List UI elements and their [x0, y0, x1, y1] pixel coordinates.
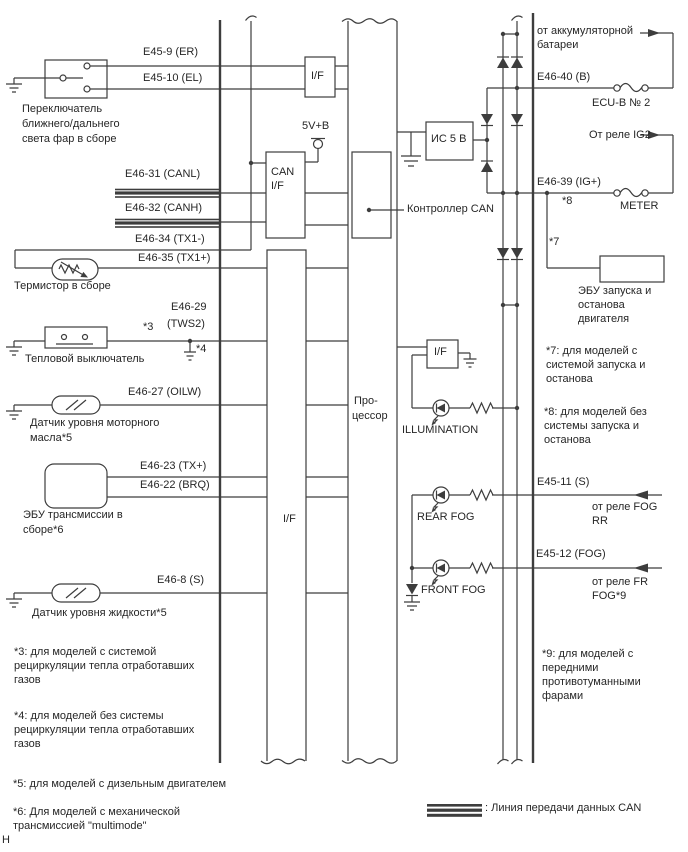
- note-8: останова: [544, 434, 591, 446]
- fluid-level-sensor-label: Датчик уровня жидкости*5: [32, 607, 167, 619]
- thermal-switch-box: [45, 327, 107, 348]
- front-fog-label: FRONT FOG: [421, 584, 486, 596]
- rear-fog-label: REAR FOG: [417, 511, 475, 523]
- from-ig2-relay-label: От реле IG2: [589, 129, 651, 141]
- if-column: [261, 250, 306, 764]
- break-wave-icon: [342, 759, 397, 764]
- fluid-level-sensor-body: [52, 584, 100, 602]
- wire-label-e46-35: E46-35 (TX1+): [138, 252, 211, 264]
- wire-label-e46-39: E46-39 (IG+): [537, 176, 601, 188]
- can-if-label: I/F: [271, 180, 284, 192]
- from-battery-label: батареи: [537, 39, 579, 51]
- transmission-ecu-label: ЭБУ трансмиссии в: [23, 509, 123, 521]
- wire-label-e46-8: E46-8 (S): [157, 574, 205, 586]
- from-battery-label: от аккумуляторной: [537, 25, 634, 37]
- wire-label-e46-34: E46-34 (TX1-): [135, 233, 205, 245]
- power-terminal-icon: [311, 139, 325, 149]
- wire-label-e45-12: E45-12 (FOG): [536, 548, 606, 560]
- fluid-level-sensor-symbol: [66, 588, 86, 598]
- note-4: газов: [14, 738, 41, 750]
- legend-can-line-icon: [427, 804, 482, 817]
- break-tick-icon: [498, 760, 509, 764]
- fuse-ecu-b-icon: [614, 84, 648, 92]
- thermistor-label: Термистор в сборе: [14, 280, 111, 292]
- can-controller-box: [352, 152, 391, 238]
- start-stop-ecu-label: останова: [578, 299, 625, 311]
- wire-label-e46-29: E46-29: [171, 301, 207, 313]
- page-marker: H: [2, 834, 10, 846]
- note-3: газов: [14, 674, 41, 686]
- note-3: рециркуляции тепла отработавших: [14, 660, 195, 672]
- note-9: противотуманными: [542, 676, 641, 688]
- oil-level-sensor-label: масла*5: [30, 432, 73, 444]
- note-7: системой запуска и: [546, 359, 646, 371]
- from-fog-rr-relay-label: RR: [592, 515, 608, 527]
- v5b-label: 5V+B: [302, 120, 330, 132]
- fuse-meter-label: METER: [620, 200, 659, 212]
- can-controller-label: Контроллер CAN: [407, 203, 494, 215]
- arrow-icon: [634, 29, 660, 573]
- note-7: *7: для моделей с: [546, 345, 638, 357]
- ic-5v-label: ИС 5 В: [431, 133, 467, 145]
- note-6: *6: Для моделей с механической: [13, 806, 180, 818]
- note-7: останова: [546, 373, 593, 385]
- note-9: фарами: [542, 690, 584, 702]
- oil-level-sensor-label: Датчик уровня моторного: [30, 417, 160, 429]
- wire-label-e46-31: E46-31 (CANL): [125, 168, 201, 180]
- headlight-switch-label: Переключатель: [22, 103, 103, 115]
- note-5: *5: для моделей с дизельным двигателем: [13, 778, 227, 790]
- note-9: передними: [542, 662, 599, 674]
- wire-label-e45-9: E45-9 (ER): [143, 46, 199, 58]
- wire-label-tws2: (TWS2): [167, 318, 205, 330]
- processor-label: Про-: [354, 395, 378, 407]
- headlight-switch-label: ближнего/дальнего: [22, 118, 120, 130]
- oil-level-sensor-body: [52, 396, 100, 414]
- note-3: *3: для моделей с системой: [14, 646, 157, 658]
- if-led-box-label: I/F: [434, 346, 447, 358]
- wire-label-e46-27: E46-27 (OILW): [128, 386, 202, 398]
- wire-label-e46-32: E46-32 (CANH): [125, 202, 203, 214]
- fuse-ecu-b-label: ECU-B № 2: [592, 97, 651, 109]
- ref-star7: *7: [549, 236, 560, 248]
- transmission-ecu-box: [45, 464, 107, 508]
- headlight-switch-label: света фар в сборе: [22, 133, 117, 145]
- oil-level-sensor-symbol: [66, 400, 86, 410]
- note-8: *8: для моделей без: [544, 406, 647, 418]
- ref-star3: *3: [143, 321, 154, 333]
- wire-label-e46-23: E46-23 (TX+): [140, 460, 207, 472]
- wire-label-e46-22: E46-22 (BRQ): [140, 479, 210, 491]
- led-icon: [432, 400, 450, 426]
- ref-star4: *4: [196, 343, 207, 355]
- processor-label: цессор: [352, 410, 388, 422]
- wire-label-e46-40: E46-40 (B): [537, 71, 591, 83]
- from-fog-rr-relay-label: от реле FOG: [592, 501, 658, 513]
- break-tick-icon: [512, 16, 523, 20]
- thermistor-symbol: [59, 262, 88, 278]
- break-tick-icon: [512, 760, 523, 764]
- can-if-label: CAN: [271, 166, 295, 178]
- transmission-ecu-label: сборе*6: [23, 524, 64, 536]
- start-stop-ecu-label: двигателя: [578, 313, 630, 325]
- led-icon: [432, 560, 450, 586]
- can-if-box: [266, 152, 305, 238]
- led-icon: [432, 487, 450, 513]
- start-stop-ecu-box: [600, 256, 664, 282]
- start-stop-ecu-label: ЭБУ запуска и: [578, 285, 652, 297]
- if-box-top-label: I/F: [311, 70, 324, 82]
- wire-label-e45-11: E45-11 (S): [537, 476, 590, 488]
- break-tick-icon: [246, 16, 257, 20]
- processor-column: [342, 19, 397, 764]
- thermal-switch-label: Тепловой выключатель: [25, 353, 145, 365]
- thermal-switch-contacts: [56, 335, 93, 345]
- note-4: *4: для моделей без системы: [14, 710, 164, 722]
- note-6: трансмиссией "multimode": [13, 820, 147, 832]
- if-column-label: I/F: [283, 513, 296, 525]
- note-8: системы запуска и: [544, 420, 640, 432]
- illumination-label: ILLUMINATION: [402, 424, 479, 436]
- junction-dots: [188, 32, 549, 570]
- fuse-meter-icon: [614, 189, 648, 197]
- note-4: рециркуляции тепла отработавших: [14, 724, 195, 736]
- from-fr-fog-relay-label: от реле FR: [592, 576, 649, 588]
- legend-can-line-label: : Линия передачи данных CAN: [485, 802, 642, 814]
- ref-star8: *8: [562, 195, 573, 207]
- break-wave-icon: [342, 19, 397, 24]
- from-fr-fog-relay-label: FOG*9: [592, 590, 627, 602]
- wire-label-e45-10: E45-10 (EL): [143, 72, 203, 84]
- note-9: *9: для моделей с: [542, 648, 634, 660]
